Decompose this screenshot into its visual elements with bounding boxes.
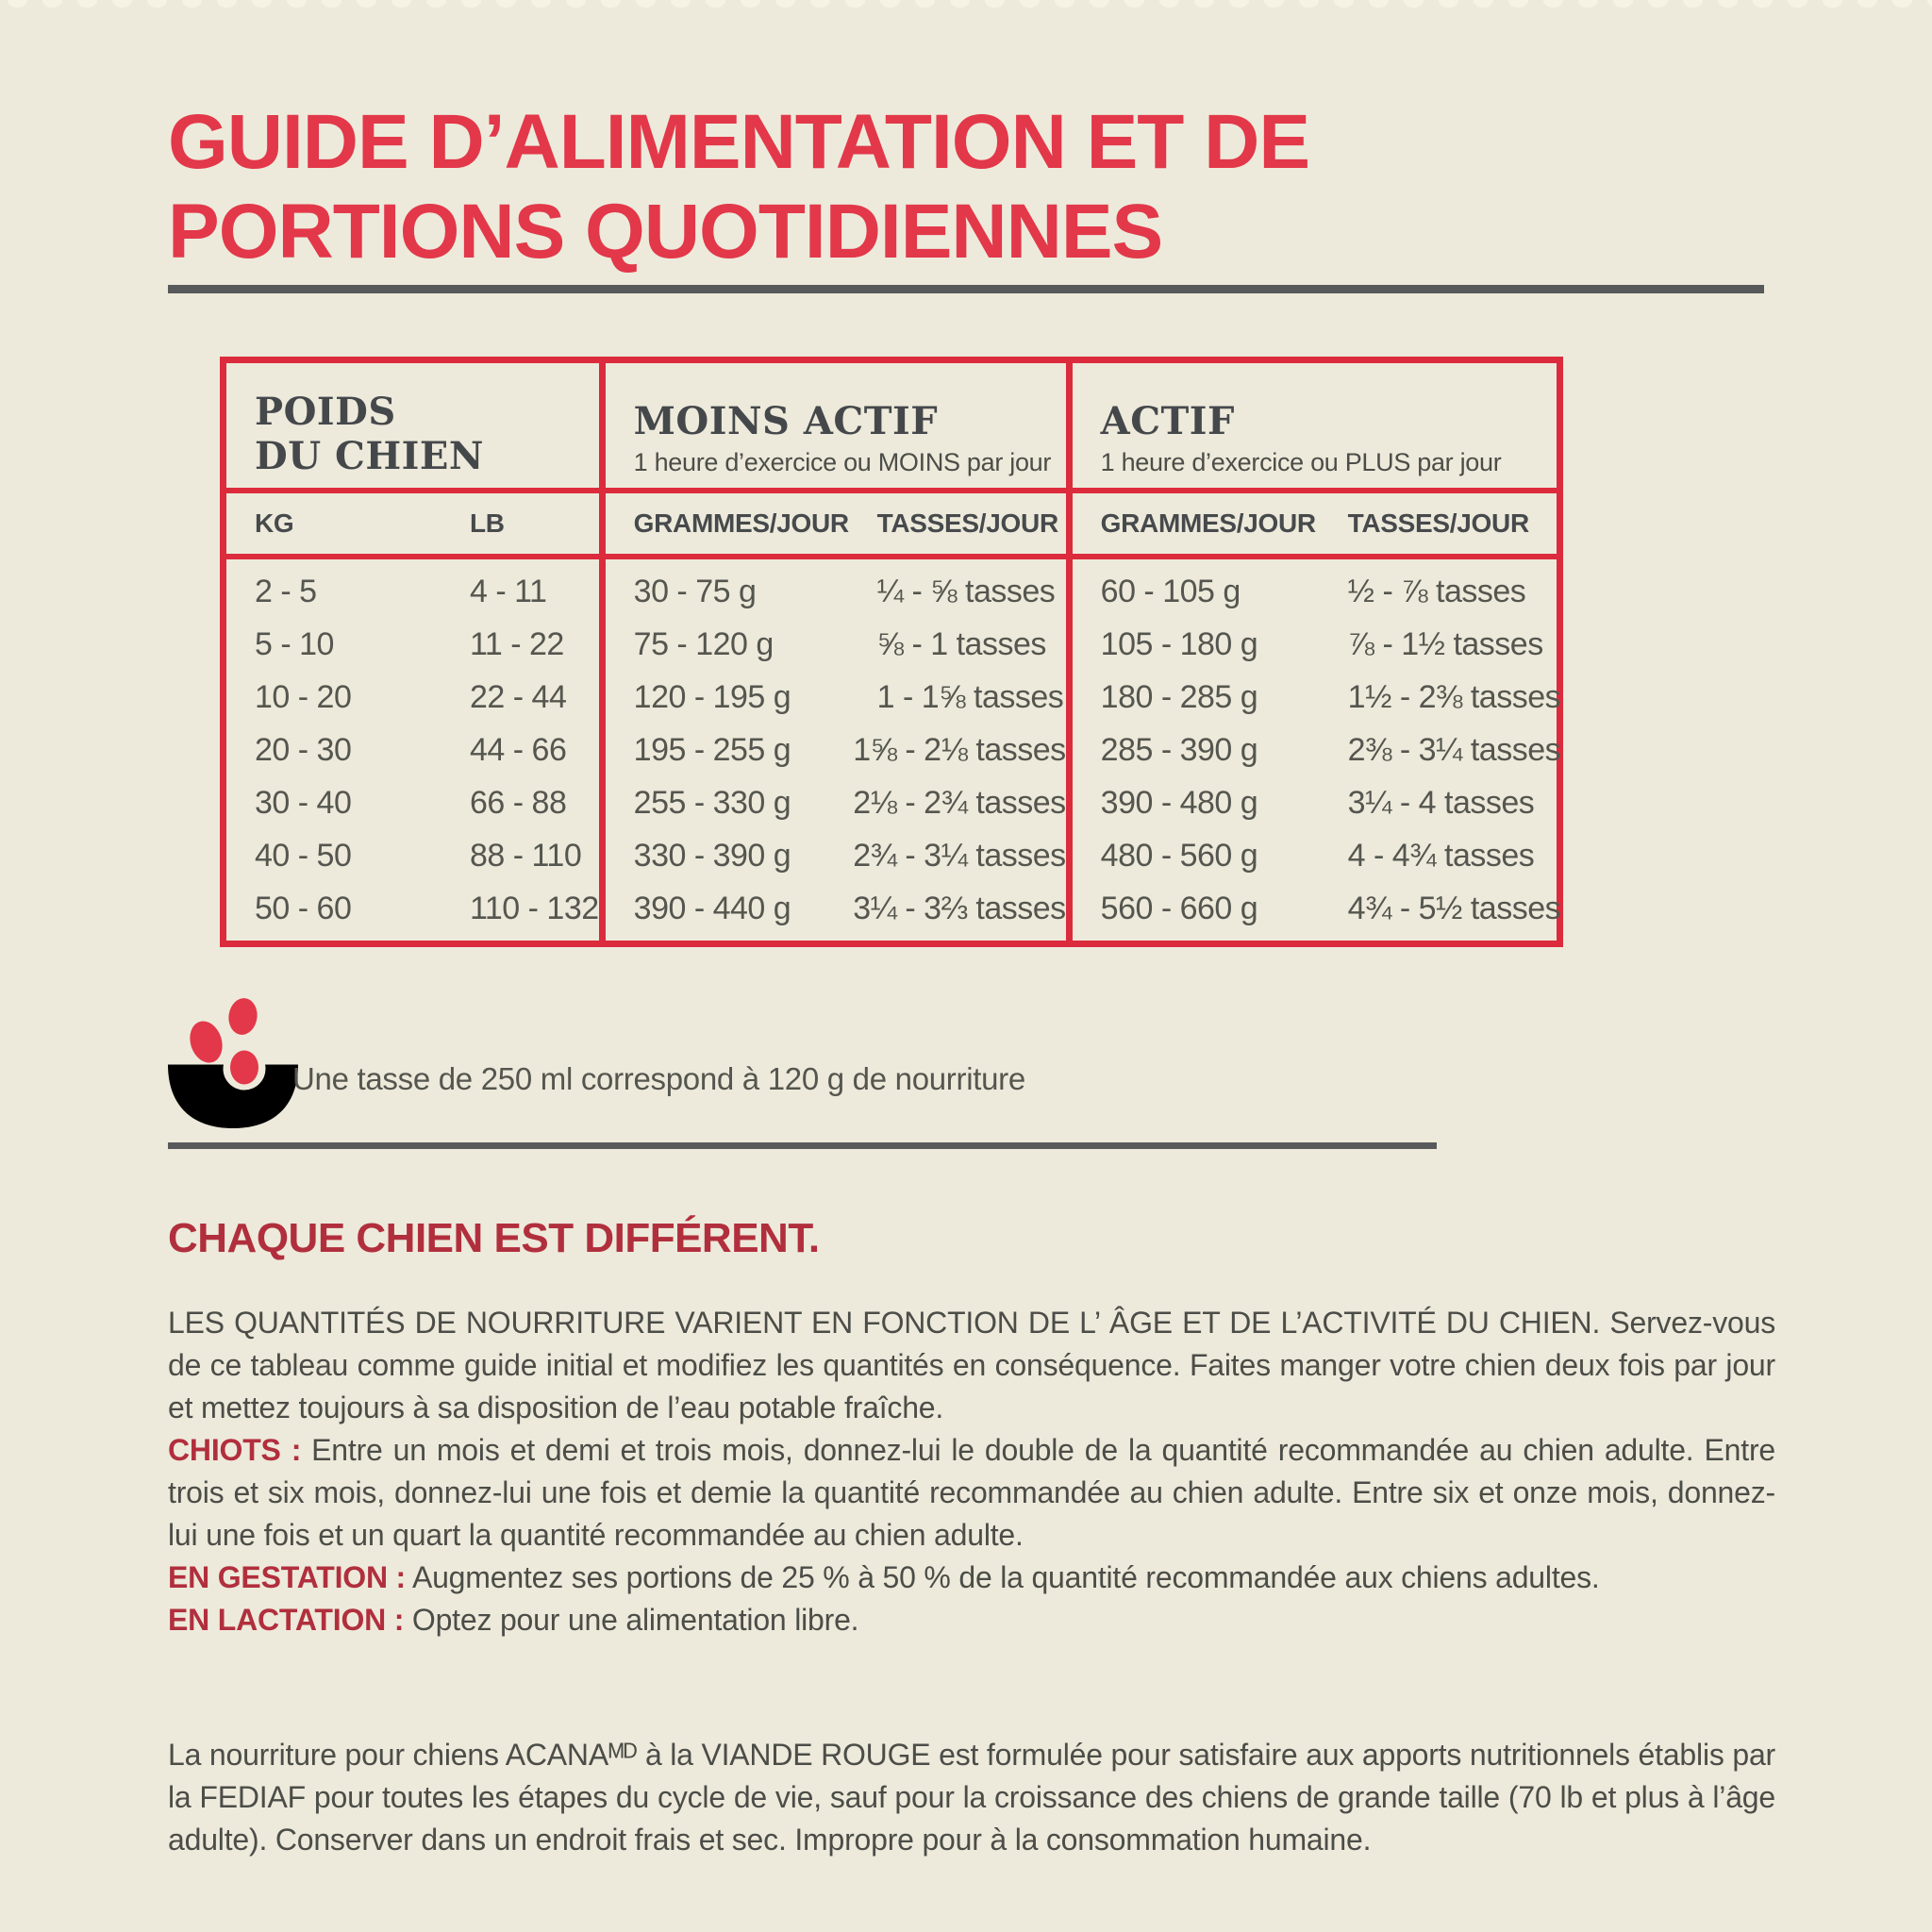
cups-value: ¼ - ⅝ tasses [876, 573, 1056, 609]
section-divider [168, 1142, 1437, 1149]
table-row [1073, 776, 1560, 829]
active-data-rows [1073, 559, 1560, 941]
column-header-cups-per-day: TASSES/JOUR [876, 508, 1058, 539]
table-row [226, 829, 599, 882]
table-row [226, 618, 599, 671]
less-active-subheader-row [606, 488, 1066, 559]
cups-value: ½ - ⅞ tasses [1347, 573, 1526, 609]
grams-value: 60 - 105 g [1100, 573, 1241, 609]
active-title: ACTIF [1100, 399, 1235, 444]
lactation-paragraph [168, 1599, 1775, 1641]
kg-value: 2 - 5 [255, 573, 317, 609]
cups-value: 3¼ - 3⅔ tasses [853, 890, 1066, 926]
footer-paragraph: La nourriture pour chiens ACANAᴹᴰ à la VIANDE ROUGE est formulée pour satisfaire aux apports nutritionnels établis par la FEDIAF pour toutes les étapes du cycle de vie, sauf pour la croissance des chiens de grande taille (70 lb et plus à l’âge adulte). Conserver dans un endroit frais et sec. Impropre pour à la consommation humaine. [168, 1738, 1775, 1857]
kg-value: 10 - 20 [255, 678, 352, 715]
weight-group-title-line1: POIDS [255, 390, 396, 435]
puppies-label: CHIOTS : [168, 1433, 302, 1467]
weight-column-group [226, 363, 599, 941]
grams-value: 390 - 480 g [1100, 784, 1258, 821]
cups-value: 1½ - 2⅜ tasses [1347, 678, 1561, 715]
gestation-text: Augmentez ses portions de 25 % à 50 % de la quantité recommandée aux chiens adultes. [406, 1560, 1600, 1594]
table-row [1073, 829, 1560, 882]
weight-group-header [226, 363, 599, 488]
table-row [606, 829, 1066, 882]
lb-value: 22 - 44 [470, 678, 567, 715]
puppies-text: Entre un mois et demi et trois mois, donnez-lui le double de la quantité recommandée au chien adulte. Entre trois et six mois, donnez-lui une fois et demie la quantité recommandée au chien adulte. Entre six et onze mois, donnez-lui une fois et un quart la quantité recommandée au chien adulte. [168, 1433, 1775, 1552]
less-active-title: MOINS ACTIF [633, 399, 939, 444]
section-heading: CHAQUE CHIEN EST DIFFÉRENT. [168, 1215, 820, 1261]
table-row [1073, 724, 1560, 776]
table-row [606, 882, 1066, 935]
table-row [1073, 882, 1560, 935]
gestation-label: EN GESTATION : [168, 1560, 407, 1594]
grams-value: 480 - 560 g [1100, 837, 1258, 874]
less-active-group-header [606, 363, 1066, 488]
table-row [226, 724, 599, 776]
grams-value: 285 - 390 g [1100, 731, 1258, 768]
cups-value: 3¼ - 4 tasses [1347, 784, 1535, 821]
grams-value: 255 - 330 g [633, 784, 791, 821]
table-row [1073, 565, 1560, 618]
table-row [226, 776, 599, 829]
food-bowl-icon [162, 998, 304, 1140]
table-row [226, 671, 599, 724]
cups-value: 1 - 1⅝ tasses [876, 678, 1064, 715]
info-section [168, 1215, 1775, 1861]
column-header-grams-per-day: GRAMMES/JOUR [1100, 508, 1316, 539]
table-row [226, 565, 599, 618]
cups-value: ⅞ - 1½ tasses [1347, 625, 1543, 662]
cups-value: 2⅜ - 3¼ tasses [1347, 731, 1561, 768]
column-header-cups-per-day: TASSES/JOUR [1347, 508, 1529, 539]
column-header-kg: KG [255, 508, 294, 539]
grams-value: 120 - 195 g [633, 678, 791, 715]
grams-value: 180 - 285 g [1100, 678, 1258, 715]
cups-value: 2⅛ - 2¾ tasses [853, 784, 1066, 821]
gestation-paragraph [168, 1557, 1775, 1599]
column-header-grams-per-day: GRAMMES/JOUR [633, 508, 849, 539]
cup-conversion-note: Une tasse de 250 ml correspond à 120 g de nourriture [292, 1061, 1025, 1096]
lb-value: 44 - 66 [470, 731, 567, 768]
kg-value: 30 - 40 [255, 784, 352, 821]
kg-value: 50 - 60 [255, 890, 352, 926]
lb-value: 66 - 88 [470, 784, 567, 821]
less-active-column-group [599, 363, 1066, 941]
grams-value: 195 - 255 g [633, 731, 791, 768]
table-row [606, 565, 1066, 618]
weight-data-rows [226, 559, 599, 941]
kg-value: 40 - 50 [255, 837, 352, 874]
grams-value: 30 - 75 g [633, 573, 757, 609]
lb-value: 11 - 22 [470, 625, 564, 662]
lb-value: 4 - 11 [470, 573, 547, 609]
cups-value: ⅝ - 1 tasses [876, 625, 1046, 662]
cups-value: 4¾ - 5½ tasses [1347, 890, 1561, 926]
lb-value: 110 - 132 [470, 890, 599, 926]
title-divider [168, 285, 1764, 293]
grams-value: 330 - 390 g [633, 837, 791, 874]
table-row [1073, 618, 1560, 671]
table-row [606, 724, 1066, 776]
grams-value: 105 - 180 g [1100, 625, 1258, 662]
table-row [226, 882, 599, 935]
package-top-edge [0, 0, 1932, 15]
cups-value: 2¾ - 3¼ tasses [853, 837, 1066, 874]
active-column-group [1066, 363, 1560, 941]
grams-value: 560 - 660 g [1100, 890, 1258, 926]
less-active-subtitle: 1 heure d’exercice ou MOINS par jour [633, 448, 1052, 477]
page-title: GUIDE D’ALIMENTATION ET DE PORTIONS QUOTIDIENNES [168, 98, 1310, 275]
weight-group-title-line2: DU CHIEN [255, 434, 484, 479]
intro-paragraph: LES QUANTITÉS DE NOURRITURE VARIENT EN FONCTION DE L’ ÂGE ET DE L’ACTIVITÉ DU CHIEN. Servez-vous de ce tableau comme guide initial et modifiez les quantités en conséquence. Faites manger votre chien deux fois par jour et mettez toujours à sa disposition de l’eau potable fraîche. [168, 1306, 1775, 1424]
active-subheader-row [1073, 488, 1560, 559]
kg-value: 20 - 30 [255, 731, 352, 768]
table-row [606, 671, 1066, 724]
table-row [606, 618, 1066, 671]
active-group-header [1073, 363, 1560, 488]
lactation-text: Optez pour une alimentation libre. [404, 1603, 859, 1637]
puppies-paragraph [168, 1429, 1775, 1557]
less-active-data-rows [606, 559, 1066, 941]
active-subtitle: 1 heure d’exercice ou PLUS par jour [1100, 448, 1502, 477]
table-row [1073, 671, 1560, 724]
cups-value: 1⅝ - 2⅛ tasses [853, 731, 1066, 768]
table-row [606, 776, 1066, 829]
cups-value: 4 - 4¾ tasses [1347, 837, 1535, 874]
feeding-table [220, 357, 1563, 947]
column-header-lb: LB [470, 508, 505, 539]
weight-subheader-row [226, 488, 599, 559]
kg-value: 5 - 10 [255, 625, 334, 662]
lactation-label: EN LACTATION : [168, 1603, 405, 1637]
grams-value: 390 - 440 g [633, 890, 791, 926]
lb-value: 88 - 110 [470, 837, 582, 874]
grams-value: 75 - 120 g [633, 625, 774, 662]
